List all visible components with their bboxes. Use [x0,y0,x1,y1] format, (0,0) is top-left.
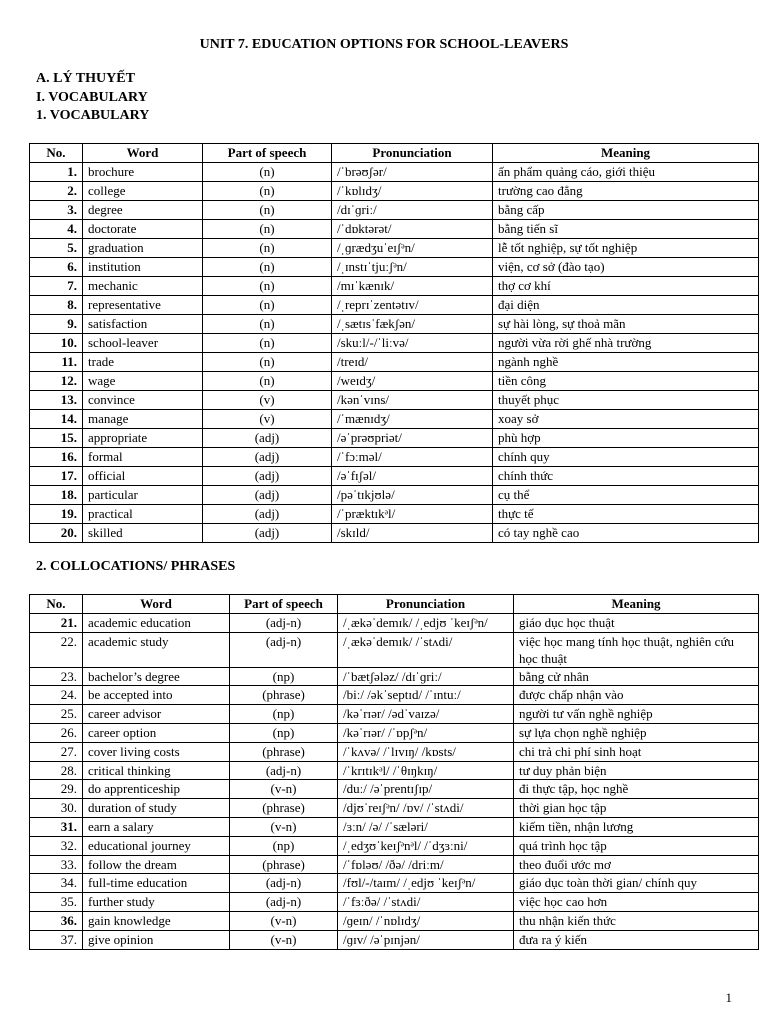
row-pronunciation: /əˈfɪʃəl/ [332,467,493,486]
row-part-of-speech: (phrase) [230,686,338,705]
row-word: career option [83,723,230,742]
row-number: 5. [30,239,83,258]
row-number: 21. [30,613,83,632]
table-row [30,448,759,467]
row-part-of-speech: (adj-n) [230,613,338,632]
row-word: convince [83,391,203,410]
vocabulary-table [29,143,759,543]
table-row [30,391,759,410]
table-row [30,632,759,667]
row-number: 35. [30,893,83,912]
row-meaning: có tay nghề cao [493,524,759,543]
table-row [30,334,759,353]
row-number: 1. [30,163,83,182]
row-meaning: thực tế [493,505,759,524]
row-number: 29. [30,780,83,799]
row-word: give opinion [83,930,230,949]
table-row [30,855,759,874]
row-word: particular [83,486,203,505]
table-row [30,761,759,780]
col-header-no: No. [30,144,83,163]
row-pronunciation: /treɪd/ [332,353,493,372]
row-meaning: thợ cơ khí [493,277,759,296]
row-part-of-speech: (n) [203,182,332,201]
row-word: career advisor [83,705,230,724]
row-part-of-speech: (adj) [203,467,332,486]
row-part-of-speech: (v) [203,410,332,429]
row-pronunciation: /ˌækəˈdemɪk/ /ˌedjʊ ˈkeɪʃᵊn/ [338,613,514,632]
row-part-of-speech: (np) [230,667,338,686]
row-part-of-speech: (adj-n) [230,761,338,780]
table-row [30,799,759,818]
row-part-of-speech: (phrase) [230,855,338,874]
row-pronunciation: /dɪˈɡriː/ [332,201,493,220]
row-pronunciation: /ˈkʌvə/ /ˈlɪvɪŋ/ /kɒsts/ [338,742,514,761]
table-row [30,780,759,799]
row-part-of-speech: (adj) [203,429,332,448]
row-part-of-speech: (adj-n) [230,874,338,893]
table-row [30,239,759,258]
row-meaning: bằng cử nhân [514,667,759,686]
row-part-of-speech: (v) [203,391,332,410]
row-number: 28. [30,761,83,780]
row-pronunciation: /ˈmænɪdʒ/ [332,410,493,429]
row-pronunciation: /ˈbætʃələz/ /dɪˈɡriː/ [338,667,514,686]
table-row [30,410,759,429]
col-header-no: No. [30,595,83,614]
row-pronunciation: /ˌedʒʊˈkeɪʃᵊnᵊl/ /ˈdʒɜːni/ [338,836,514,855]
row-meaning: sự lựa chọn nghề nghiệp [514,723,759,742]
row-number: 6. [30,258,83,277]
row-meaning: người tư vấn nghề nghiệp [514,705,759,724]
row-meaning: đi thực tập, học nghề [514,780,759,799]
row-word: be accepted into [83,686,230,705]
row-part-of-speech: (n) [203,258,332,277]
row-pronunciation: /skɪld/ [332,524,493,543]
row-part-of-speech: (adj) [203,505,332,524]
row-meaning: viện, cơ sở (đào tạo) [493,258,759,277]
row-number: 3. [30,201,83,220]
row-word: graduation [83,239,203,258]
row-pronunciation: /ɡeɪn/ /ˈnɒlɪdʒ/ [338,911,514,930]
row-pronunciation: /djʊˈreɪʃᵊn/ /ɒv/ /ˈstʌdi/ [338,799,514,818]
table-row [30,163,759,182]
table-header-row [30,144,759,163]
row-meaning: lễ tốt nghiệp, sự tốt nghiệp [493,239,759,258]
row-pronunciation: /ˌsætɪsˈfækʃən/ [332,315,493,334]
row-number: 33. [30,855,83,874]
row-meaning: giáo dục toàn thời gian/ chính quy [514,874,759,893]
row-meaning: việc học cao hơn [514,893,759,912]
row-pronunciation: /ˈpræktɪkᵊl/ [332,505,493,524]
row-word: school-leaver [83,334,203,353]
col-header-word: Word [83,595,230,614]
row-number: 8. [30,296,83,315]
row-word: formal [83,448,203,467]
row-pronunciation: /fʊl/-/taɪm/ /ˌedjʊ ˈkeɪʃᵊn/ [338,874,514,893]
row-pronunciation: /ɡɪv/ /əˈpɪnjən/ [338,930,514,949]
col-header-meaning: Meaning [514,595,759,614]
row-number: 34. [30,874,83,893]
table-row [30,505,759,524]
row-number: 19. [30,505,83,524]
row-pronunciation: /ˈkɒlɪdʒ/ [332,182,493,201]
row-pronunciation: /ˈfɔːməl/ [332,448,493,467]
row-part-of-speech: (v-n) [230,817,338,836]
row-part-of-speech: (n) [203,163,332,182]
row-number: 7. [30,277,83,296]
row-number: 31. [30,817,83,836]
row-pronunciation: /ɜːn/ /ə/ /ˈsæləri/ [338,817,514,836]
table-row [30,486,759,505]
table-row [30,277,759,296]
row-number: 16. [30,448,83,467]
row-meaning: quá trình học tập [514,836,759,855]
row-word: academic education [83,613,230,632]
row-word: wage [83,372,203,391]
table-header-row [30,595,759,614]
row-number: 17. [30,467,83,486]
row-pronunciation: /kəˈrɪər/ /ədˈvaɪzə/ [338,705,514,724]
row-word: degree [83,201,203,220]
row-word: follow the dream [83,855,230,874]
row-pronunciation: /ˌɪnstɪˈtjuːʃᵊn/ [332,258,493,277]
row-meaning: ấn phẩm quảng cáo, giới thiệu [493,163,759,182]
row-number: 14. [30,410,83,429]
row-pronunciation: /ˌɡrædʒuˈeɪʃᵊn/ [332,239,493,258]
row-number: 22. [30,632,83,667]
row-word: brochure [83,163,203,182]
row-part-of-speech: (adj-n) [230,632,338,667]
row-meaning: kiếm tiền, nhận lương [514,817,759,836]
row-word: institution [83,258,203,277]
col-header-word: Word [83,144,203,163]
row-meaning: theo đuổi ước mơ [514,855,759,874]
row-meaning: chi trả chi phí sinh hoạt [514,742,759,761]
row-pronunciation: /mɪˈkænɪk/ [332,277,493,296]
row-meaning: thu nhận kiến thức [514,911,759,930]
table-row [30,467,759,486]
row-part-of-speech: (n) [203,220,332,239]
table-row [30,686,759,705]
row-word: earn a salary [83,817,230,836]
row-meaning: đại diện [493,296,759,315]
row-word: further study [83,893,230,912]
row-part-of-speech: (n) [203,296,332,315]
row-word: official [83,467,203,486]
row-meaning: phù hợp [493,429,759,448]
row-part-of-speech: (adj) [203,524,332,543]
table-row [30,874,759,893]
row-part-of-speech: (v-n) [230,911,338,930]
row-number: 37. [30,930,83,949]
row-pronunciation: /kəˈrɪər/ /ˈɒpʃᵊn/ [338,723,514,742]
row-part-of-speech: (n) [203,334,332,353]
table-row [30,296,759,315]
row-word: bachelor’s degree [83,667,230,686]
row-word: full-time education [83,874,230,893]
row-number: 23. [30,667,83,686]
row-meaning: chính quy [493,448,759,467]
row-pronunciation: /skuːl/-/ˈliːvə/ [332,334,493,353]
page-number: 1 [725,990,732,1005]
table-row [30,742,759,761]
row-meaning: trường cao đẳng [493,182,759,201]
section-1-heading: 1. VOCABULARY [36,108,150,123]
row-meaning: được chấp nhận vào [514,686,759,705]
row-meaning: đưa ra ý kiến [514,930,759,949]
row-word: manage [83,410,203,429]
row-number: 13. [30,391,83,410]
row-meaning: thời gian học tập [514,799,759,818]
row-part-of-speech: (n) [203,353,332,372]
row-part-of-speech: (np) [230,723,338,742]
row-pronunciation: /ˈfɒləʊ/ /ðə/ /driːm/ [338,855,514,874]
row-meaning: giáo dục học thuật [514,613,759,632]
row-pronunciation: /pəˈtɪkjʊlə/ [332,486,493,505]
table-row [30,524,759,543]
row-number: 25. [30,705,83,724]
row-part-of-speech: (np) [230,836,338,855]
row-word: educational journey [83,836,230,855]
row-pronunciation: /əˈprəʊpriət/ [332,429,493,448]
table-row [30,220,759,239]
row-number: 26. [30,723,83,742]
row-part-of-speech: (adj) [203,448,332,467]
row-pronunciation: /biː/ /əkˈseptɪd/ /ˈɪntuː/ [338,686,514,705]
col-header-pos: Part of speech [203,144,332,163]
section-a-heading: A. LÝ THUYẾT [36,71,135,86]
row-number: 32. [30,836,83,855]
row-part-of-speech: (adj-n) [230,893,338,912]
row-number: 12. [30,372,83,391]
table-row [30,429,759,448]
table-row [30,817,759,836]
table-row [30,930,759,949]
row-number: 9. [30,315,83,334]
row-word: cover living costs [83,742,230,761]
row-part-of-speech: (v-n) [230,930,338,949]
row-meaning: việc học mang tính học thuật, nghiên cứu học thuật [514,632,759,667]
row-meaning: tư duy phản biện [514,761,759,780]
table-row [30,258,759,277]
row-part-of-speech: (v-n) [230,780,338,799]
section-2-heading: 2. COLLOCATIONS/ PHRASES [36,559,236,574]
table-row [30,353,759,372]
row-meaning: bằng tiến sĩ [493,220,759,239]
row-pronunciation: /ˈkrɪtɪkᵊl/ /ˈθɪŋkɪŋ/ [338,761,514,780]
row-meaning: xoay sở [493,410,759,429]
row-part-of-speech: (phrase) [230,799,338,818]
row-number: 2. [30,182,83,201]
row-pronunciation: /kənˈvɪns/ [332,391,493,410]
row-word: duration of study [83,799,230,818]
row-pronunciation: /ˈfɜːðə/ /ˈstʌdi/ [338,893,514,912]
table-row [30,372,759,391]
row-meaning: tiền công [493,372,759,391]
col-header-meaning: Meaning [493,144,759,163]
row-part-of-speech: (n) [203,372,332,391]
col-header-pronunciation: Pronunciation [332,144,493,163]
row-part-of-speech: (adj) [203,486,332,505]
row-part-of-speech: (n) [203,315,332,334]
row-word: practical [83,505,203,524]
row-meaning: chính thức [493,467,759,486]
row-number: 10. [30,334,83,353]
row-number: 15. [30,429,83,448]
row-number: 30. [30,799,83,818]
row-number: 18. [30,486,83,505]
row-part-of-speech: (phrase) [230,742,338,761]
row-word: representative [83,296,203,315]
row-word: academic study [83,632,230,667]
table-row [30,723,759,742]
row-word: skilled [83,524,203,543]
table-row [30,893,759,912]
row-number: 20. [30,524,83,543]
row-pronunciation: /weɪdʒ/ [332,372,493,391]
row-number: 36. [30,911,83,930]
table-row [30,705,759,724]
row-word: critical thinking [83,761,230,780]
table-row [30,182,759,201]
row-part-of-speech: (n) [203,277,332,296]
row-word: gain knowledge [83,911,230,930]
row-meaning: người vừa rời ghế nhà trường [493,334,759,353]
table-row [30,315,759,334]
row-pronunciation: /ˌækəˈdemɪk/ /ˈstʌdi/ [338,632,514,667]
page-title: UNIT 7. EDUCATION OPTIONS FOR SCHOOL-LEAVERS [199,37,569,52]
table-row [30,667,759,686]
row-pronunciation: /ˈdɒktərət/ [332,220,493,239]
row-word: mechanic [83,277,203,296]
row-pronunciation: /duː/ /əˈprentɪʃɪp/ [338,780,514,799]
row-meaning: sự hài lòng, sự thoả mãn [493,315,759,334]
table-row [30,613,759,632]
row-part-of-speech: (n) [203,239,332,258]
row-word: do apprenticeship [83,780,230,799]
table-row [30,201,759,220]
row-number: 27. [30,742,83,761]
row-word: doctorate [83,220,203,239]
row-word: satisfaction [83,315,203,334]
row-number: 24. [30,686,83,705]
row-meaning: thuyết phục [493,391,759,410]
row-meaning: cụ thể [493,486,759,505]
row-pronunciation: /ˌreprɪˈzentətɪv/ [332,296,493,315]
row-meaning: ngành nghề [493,353,759,372]
table-row [30,911,759,930]
row-word: appropriate [83,429,203,448]
row-part-of-speech: (n) [203,201,332,220]
row-number: 11. [30,353,83,372]
table-row [30,836,759,855]
row-number: 4. [30,220,83,239]
collocations-table [29,594,759,950]
row-word: trade [83,353,203,372]
col-header-pos: Part of speech [230,595,338,614]
section-i-heading: I. VOCABULARY [36,90,148,105]
row-meaning: bằng cấp [493,201,759,220]
row-word: college [83,182,203,201]
col-header-pronunciation: Pronunciation [338,595,514,614]
row-part-of-speech: (np) [230,705,338,724]
row-pronunciation: /ˈbrəʊʃər/ [332,163,493,182]
